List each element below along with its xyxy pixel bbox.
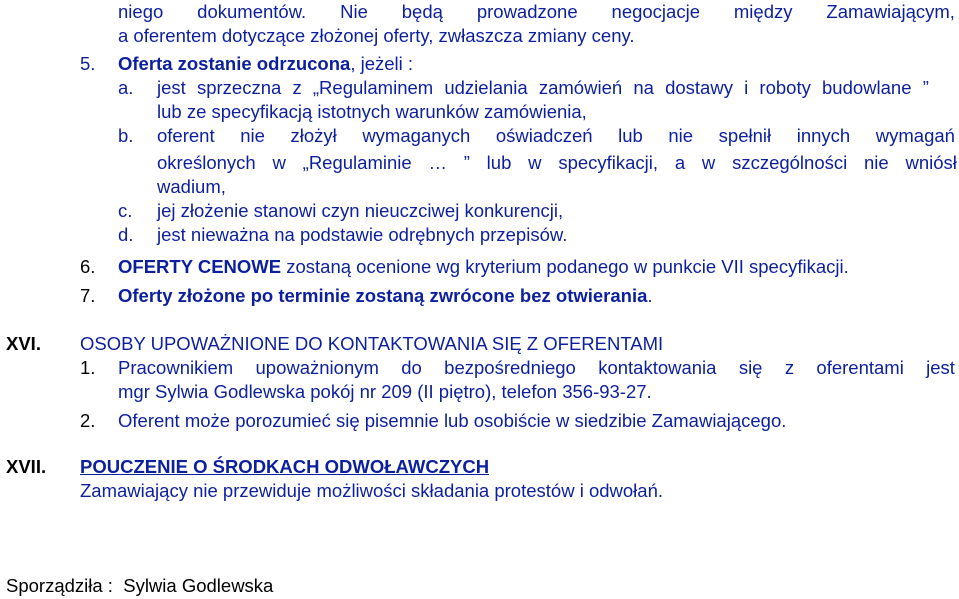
- item5-b-line-2: [157, 151, 957, 175]
- section16-p1-line-2: mgr Sylwia Godlewska pokój nr 209 (II piętro), telefon 356-93-27.: [118, 381, 652, 402]
- section16-p2-number: 2.: [80, 410, 96, 431]
- item6-number: 6.: [80, 256, 96, 277]
- word: z: [292, 77, 302, 98]
- word: oferentami: [816, 357, 904, 378]
- word: kontaktowania: [598, 357, 717, 378]
- section17-numeral: XVII.: [6, 456, 47, 477]
- item5-b-line-1: [157, 124, 955, 148]
- word: wymagań: [875, 125, 955, 146]
- item5-title-bold: Oferta zostanie odrzucona: [118, 53, 351, 74]
- word: nie: [668, 125, 694, 146]
- word: dokumentów.: [197, 1, 307, 22]
- footer-name: Sylwia Godlewska: [123, 575, 274, 596]
- word: szczególności: [732, 152, 848, 173]
- word: Pracownikiem: [118, 357, 234, 378]
- word: między: [733, 1, 793, 22]
- item5-title: [118, 52, 413, 76]
- section16-title: OSOBY UPOWAŻNIONE DO KONTAKTOWANIA SIĘ Z OFERENTAMI: [80, 333, 664, 354]
- word: oświadczeń: [495, 125, 593, 146]
- section16-p1-line-1: [118, 356, 955, 380]
- word: na: [633, 77, 654, 98]
- item5-d-letter: d.: [118, 224, 134, 245]
- word: określonych: [157, 152, 256, 173]
- word: Nie: [340, 1, 368, 22]
- word: sprzeczna: [196, 77, 282, 98]
- word: w: [528, 152, 542, 173]
- word: …: [428, 152, 447, 173]
- item5-c-letter: c.: [118, 200, 133, 221]
- section17-title: POUCZENIE O ŚRODKACH ODWOŁAWCZYCH: [80, 456, 490, 477]
- word: oferent: [157, 125, 215, 146]
- item5-a-line-1: [157, 76, 929, 100]
- item5-a-letter: a.: [118, 77, 134, 98]
- section17-text: Zamawiający nie przewiduje możliwości składania protestów i odwołań.: [80, 480, 664, 501]
- item6-text: [118, 255, 849, 279]
- word: jest: [926, 357, 955, 378]
- item5-number: 5.: [80, 53, 96, 74]
- word: wniósł: [905, 152, 957, 173]
- section16-numeral: XVI.: [6, 333, 41, 354]
- word: Zamawiającym,: [826, 1, 955, 22]
- word: lub: [486, 152, 512, 173]
- word: się: [738, 357, 763, 378]
- word: udzielania: [444, 77, 528, 98]
- word: roboty: [759, 77, 811, 98]
- word: lub: [618, 125, 643, 146]
- item5-title-rest: , jeżeli :: [350, 53, 414, 74]
- word: z: [784, 357, 795, 378]
- item7-bold: Oferty złożone po terminie zostaną zwrócone bez otwierania: [118, 285, 648, 306]
- word: zamówień: [538, 77, 623, 98]
- item5-c-text: jej złożenie stanowi czyn nieuczciwej konkurencji,: [157, 200, 564, 221]
- item5-b-letter: b.: [118, 125, 134, 146]
- intro-line-2: a oferentem dotyczące złożonej oferty, zwłaszcza zmiany ceny.: [118, 25, 635, 46]
- word: jest: [157, 77, 186, 98]
- section16-p1-number: 1.: [80, 357, 96, 378]
- word: „Regulaminem: [312, 77, 434, 98]
- word: specyfikacji,: [558, 152, 659, 173]
- intro-line-1: [118, 0, 955, 24]
- item7-text: [118, 284, 653, 308]
- word: złożył: [290, 125, 337, 146]
- word: nie: [864, 152, 889, 173]
- word: do: [401, 357, 422, 378]
- word: prowadzone: [476, 1, 578, 22]
- footer-signature: [6, 574, 273, 598]
- word: a: [674, 152, 686, 173]
- word: w: [272, 152, 286, 173]
- word: niego: [118, 1, 164, 22]
- item5-b-line-3: wadium,: [157, 176, 226, 197]
- word: negocjacje: [611, 1, 700, 22]
- word: budowlane: [822, 77, 912, 98]
- word: nie: [240, 125, 265, 146]
- item6-rest: zostaną ocenione wg kryterium podanego w punkcie VII specyfikacji.: [281, 256, 849, 277]
- word: innych: [796, 125, 851, 146]
- word: wymaganych: [362, 125, 471, 146]
- item5-d-text: jest nieważna na podstawie odrębnych przepisów.: [157, 224, 568, 245]
- item7-rest: .: [647, 285, 653, 306]
- word: w: [701, 152, 716, 173]
- word: i: [744, 77, 749, 98]
- footer-label: Sporządziła :: [6, 575, 113, 596]
- item7-number: 7.: [80, 285, 96, 306]
- item5-a-line-2: lub ze specyfikacją istotnych warunków zamówienia,: [157, 101, 587, 122]
- item6-bold: OFERTY CENOWE: [118, 256, 282, 277]
- word: ”: [463, 152, 470, 173]
- section16-p2-text: Oferent może porozumieć się pisemnie lub osobiście w siedzibie Zamawiającego.: [118, 410, 787, 431]
- word: upoważnionym: [255, 357, 379, 378]
- word: „Regulaminie: [302, 152, 412, 173]
- word: będą: [401, 1, 443, 22]
- word: spełnił: [718, 125, 772, 146]
- word: dostawy: [665, 77, 733, 98]
- word: ”: [922, 77, 929, 98]
- word: bezpośredniego: [444, 357, 576, 378]
